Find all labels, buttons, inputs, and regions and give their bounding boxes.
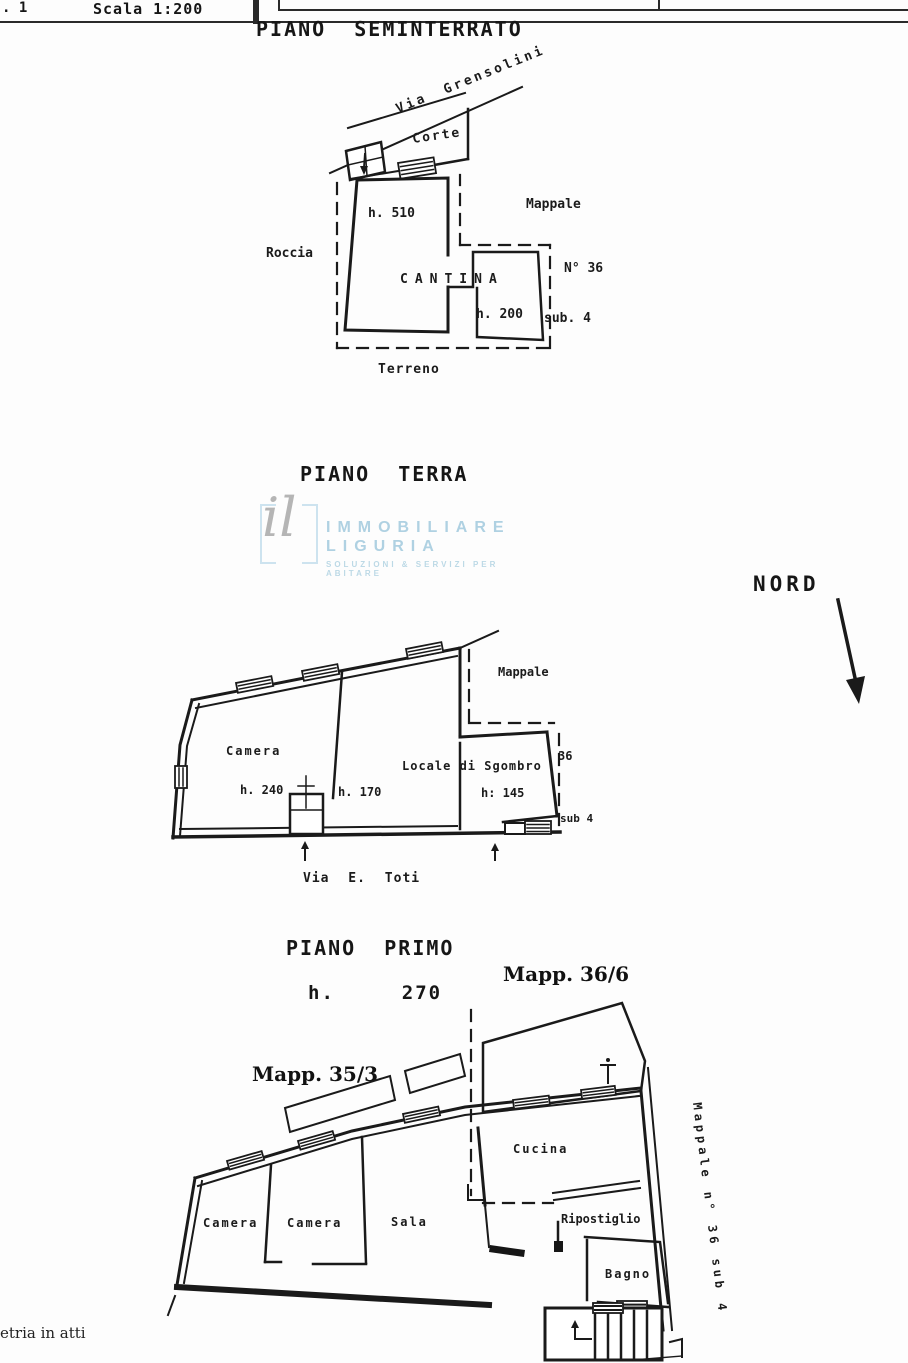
basement-plan bbox=[230, 43, 620, 395]
street-label: Via E. Toti bbox=[303, 871, 421, 886]
logo-monogram: il bbox=[262, 486, 297, 549]
title-piano-seminterrato: PIANO SEMINTERRATO bbox=[256, 17, 523, 41]
label-terreno: Terreno bbox=[378, 362, 440, 377]
entry-arrow-icon bbox=[491, 843, 499, 860]
entry-arrow-icon bbox=[301, 841, 309, 860]
header-box-tick-mid bbox=[658, 0, 660, 10]
scale-label: Scala 1:200 bbox=[93, 0, 204, 18]
height-label-240: h. 240 bbox=[240, 783, 284, 797]
first-floor-plan bbox=[165, 995, 730, 1363]
label-36: 36 bbox=[558, 749, 573, 763]
logo-line2: LIGURIA bbox=[326, 538, 441, 555]
ground-floor-plan bbox=[160, 620, 610, 892]
room-label-ripostiglio: Ripostiglio bbox=[561, 1212, 641, 1226]
logo-tagline: SOLUZIONI & SERVIZI PER ABITARE bbox=[326, 560, 499, 578]
ground-window-icon bbox=[302, 664, 339, 681]
label-mappale-side: Mappale n° 36 sub 4 bbox=[690, 1101, 730, 1316]
sheet-number: . 1 bbox=[2, 0, 28, 16]
first-window-icon bbox=[581, 1086, 616, 1099]
room-label-bagno: Bagno bbox=[605, 1267, 652, 1281]
antenna-icon bbox=[606, 1058, 610, 1062]
basement-boundary-dashed bbox=[337, 175, 550, 348]
ground-steps bbox=[505, 821, 551, 834]
north-label: NORD bbox=[753, 572, 820, 596]
room-label-camera1: Camera bbox=[203, 1216, 259, 1230]
basement-window-icon bbox=[398, 157, 436, 178]
height-label-145: h: 145 bbox=[481, 786, 525, 800]
room-label-sala: Sala bbox=[391, 1215, 428, 1229]
label-mappale: Mappale bbox=[498, 665, 549, 679]
room-label-locale-sgombro: Locale di Sgombro bbox=[402, 759, 542, 773]
title-piano-terra: PIANO TERRA bbox=[300, 462, 469, 486]
label-mapp-35-3: Mapp. 35/3 bbox=[252, 1062, 379, 1086]
header-box-bottom bbox=[278, 9, 908, 11]
room-label-cucina: Cucina bbox=[513, 1142, 569, 1156]
footer-note: etria in atti bbox=[0, 1324, 86, 1342]
ground-window-icon bbox=[236, 676, 273, 693]
open-door-icon bbox=[489, 1245, 525, 1257]
header-box-tick-left bbox=[278, 0, 280, 10]
height-label-170: h. 170 bbox=[338, 785, 382, 799]
label-mapp-36-6: Mapp. 36/6 bbox=[503, 962, 630, 986]
room-label-camera2: Camera bbox=[287, 1216, 343, 1230]
ground-walls bbox=[173, 631, 560, 838]
label-roccia: Roccia bbox=[266, 246, 313, 261]
label-h270: h. 270 bbox=[308, 982, 443, 1004]
ground-porch bbox=[290, 776, 323, 834]
title-piano-primo: PIANO PRIMO bbox=[286, 936, 455, 960]
stairs-icon bbox=[545, 1303, 662, 1360]
label-mappale: Mappale bbox=[526, 197, 581, 212]
agency-logo bbox=[240, 486, 540, 578]
street-label: Via Grensolini bbox=[393, 43, 548, 117]
label-sub4: sub. 4 bbox=[544, 311, 591, 326]
ground-side-window-icon bbox=[175, 766, 187, 788]
room-label-cantina: CANTINA bbox=[400, 272, 504, 287]
first-window-icon bbox=[403, 1107, 440, 1123]
height-label-510: h. 510 bbox=[368, 206, 415, 221]
label-n36: N° 36 bbox=[564, 261, 604, 276]
height-label-200: h. 200 bbox=[476, 307, 523, 322]
label-sub4: sub 4 bbox=[560, 812, 594, 825]
north-arrow-icon bbox=[815, 592, 885, 717]
room-label-camera: Camera bbox=[226, 744, 282, 758]
ground-window-icon bbox=[406, 642, 443, 659]
logo-line1: IMMOBILIARE bbox=[326, 519, 511, 536]
first-walls bbox=[168, 1088, 668, 1330]
room-label-corte: Corte bbox=[411, 125, 463, 147]
logo-bracket-right-icon bbox=[302, 504, 318, 564]
